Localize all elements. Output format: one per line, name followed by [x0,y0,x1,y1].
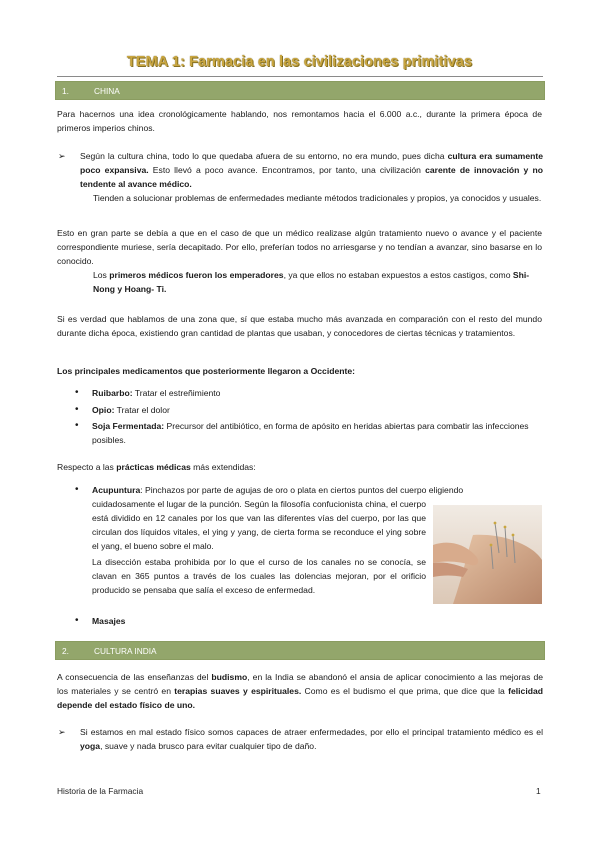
bold-run: carente de innovación y no tendente al avance médico. [80,165,543,189]
arrow-bullet-icon: ➢ [58,151,66,161]
acupuncture-description: cuidadosamente el lugar de la punción. Según la filosofía confucionista china, el cuerpo está dividido en 12 canales por los que van las diferentes vías del cuerpo, por las que circulan dos líquidos vitales, el ying y yang, de cierta forma se reconduce el ying sobre el yang, el bueno sobre el malo. [92,499,426,551]
arrow-bullet-icon: ➢ [58,727,66,737]
section-header-india [55,641,545,660]
china-arrow-subparagraph: Tienden a solucionar problemas de enfermedades mediante métodos tradicionales y propios, ya conocidos y usuales. [93,193,542,203]
section-number: 1. [62,86,69,96]
bold-run: primeros médicos fueron los emperadores [109,270,284,280]
acupuncture-dissection-paragraph: La disección estaba prohibida por lo que el curso de los canales no se conocía, se clavan en 365 puntos a través de los cuales las dolencias mejoran, por el orificio producido se pensaba que salía el exceso de enfermedad. [92,557,426,595]
footer-title: Historia de la Farmacia [57,786,144,796]
china-emperors-paragraph [93,268,543,296]
medicine-desc: Tratar el estreñimiento [132,388,221,398]
bold-run: terapias suaves y espirituales. [174,686,302,696]
medicine-item [92,419,543,447]
bold-run: cultura era sumamente poco expansiva. [80,151,543,175]
bold-run: prácticas médicas [116,462,191,472]
bullet-icon: • [75,420,79,431]
bold-run: yoga [80,741,101,751]
text-run: Según la cultura china, todo lo que quedaba afuera de su entorno, no era mundo, pues dicha [80,151,448,161]
text-run: Los [93,270,110,280]
text-run: Esto llevó a poco avance. Encontramos, por tanto, una civilización [148,165,426,175]
bold-run: budismo [211,672,248,682]
china-advanced-paragraph: Si es verdad que hablamos de una zona que, sí que estaba mucho más avanzada en comparación con el resto del mundo durante dicha época, existiendo gran cantidad de plantas que usaban, y conocedores de ciertas técnicas y tratamientos. [57,314,542,338]
bold-run: Shi-Nong y Hoang- Ti. [93,270,530,294]
india-yoga-paragraph [80,725,543,753]
medicine-item [92,403,542,417]
text-run: Respecto a las [57,462,117,472]
page-number: 1 [536,786,541,796]
text-run: , suave y nada brusco para evitar cualquier tipo de daño. [100,741,317,751]
text-run: , ya que ellos no estaban expuestos a estos castigos, como [283,270,513,280]
medicine-item [92,386,542,400]
section-label: CHINA [94,86,120,96]
acupuncture-photo [433,505,542,604]
bold-run: felicidad depende del estado físico de uno. [57,686,543,710]
medicine-desc: Precursor del antibiótico, en forma de apósito en heridas abiertas para combatir las infecciones posibles. [92,421,529,445]
section-header-china [55,81,545,100]
text-run: Si estamos en mal estado físico somos capaces de atraer enfermedades, por ello el principal tratamiento médico es el [80,727,543,737]
text-run: más extendidas: [190,462,256,472]
bullet-icon: • [75,484,79,495]
section-number: 2. [62,646,69,656]
practice-name: Acupuntura [92,485,141,495]
section-label: CULTURA INDIA [94,646,157,656]
acupuncture-illustration [433,505,542,604]
medicine-name: Ruibarbo: [92,388,133,398]
bullet-icon: • [75,387,79,398]
china-punishment-paragraph: Esto en gran parte se debía a que en el caso de que un médico realizase algún tratamiento nuevo o avance y el paciente correspondiente muriese, sería decapitado. Por ello, preferían todos no arriesgarse y no tendían a avanzar, sino basarse en lo conocido. [57,228,542,266]
acupuncture-first-line [92,483,543,497]
text-run: : Pinchazos por parte de agujas de oro o plata en ciertos puntos del cuerpo eligiendo [140,485,464,495]
massage-item: Masajes [92,616,126,626]
india-intro-paragraph [57,670,543,712]
medicines-heading: Los principales medicamentos que posteriormente llegaron a Occidente: [57,366,355,376]
medicine-desc: Tratar el dolor [114,405,170,415]
page-title: TEMA 1: Farmacia en las civilizaciones primitivas [126,54,473,70]
china-arrow-paragraph [80,149,543,191]
text-run: , en la India se abandonó el ansia de aplicar conocimiento a las mejoras de los materiales y se centró en [57,672,544,696]
china-intro-paragraph: Para hacernos una idea cronológicamente hablando, nos remontamos hacia el 6.000 a.c., durante la primera época de primeros imperios chinos. [57,109,542,133]
medicine-name: Soja Fermentada: [92,421,165,431]
text-run: A consecuencia de las enseñanzas del [57,672,212,682]
text-run: Como es el budismo el que prima, que dice que la [301,686,509,696]
bullet-icon: • [75,615,79,626]
title-divider [57,76,543,77]
bullet-icon: • [75,404,79,415]
medicine-name: Opio: [92,405,115,415]
practices-intro [57,460,542,474]
